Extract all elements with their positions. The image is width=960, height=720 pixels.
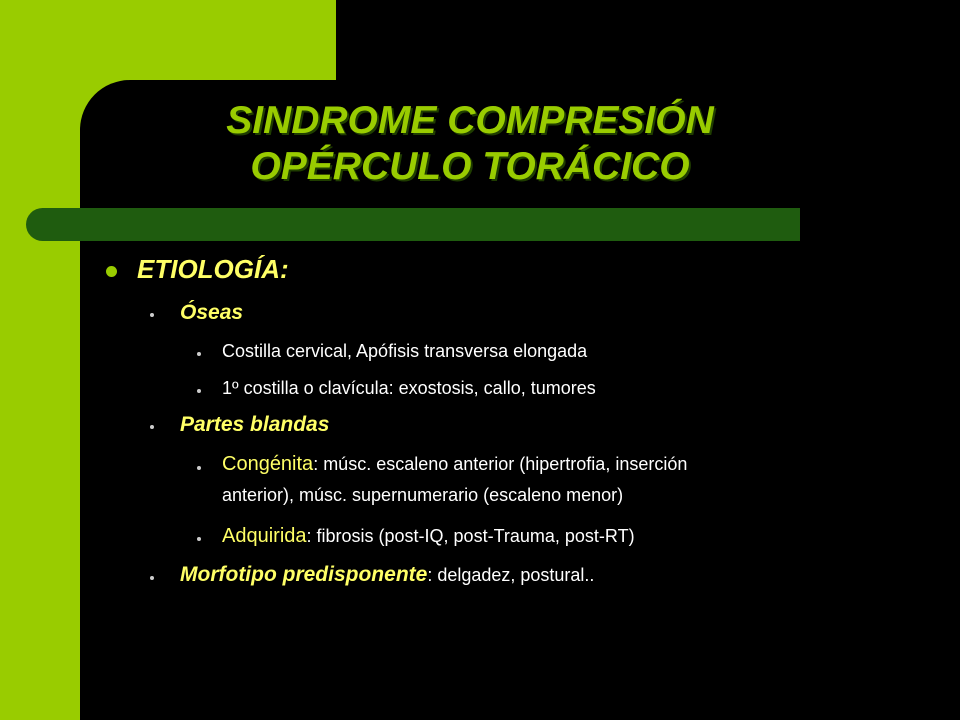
title-underline-bar <box>26 208 800 241</box>
category-partes-blandas: Partes blandas <box>180 413 330 436</box>
left-accent-band <box>0 0 80 720</box>
congenita-text: : músc. escaleno anterior (hipertrofia, inserción <box>313 454 688 474</box>
heading-etiologia: ETIOLOGÍA: <box>137 254 289 284</box>
bullet-icon <box>150 425 154 429</box>
list-item-adquirida <box>222 525 635 548</box>
category-oseas: Óseas <box>180 301 244 324</box>
bullet-icon <box>197 352 201 356</box>
bullet-icon <box>197 466 201 470</box>
bullet-icon <box>197 389 201 393</box>
title-line-1: SINDROME COMPRESIÓN <box>226 99 714 142</box>
bullet-icon <box>197 537 201 541</box>
morfotipo-label: Morfotipo predisponente <box>180 563 428 586</box>
morfotipo-text: : delgadez, postural.. <box>427 565 595 585</box>
list-item-congenita-continued: anterior), músc. supernumerario (escaleno menor) <box>222 485 624 505</box>
adquirida-label: Adquirida <box>222 525 307 547</box>
category-morfotipo <box>180 563 594 587</box>
heading-bullet-icon <box>106 266 117 277</box>
list-item-congenita <box>222 453 687 476</box>
slide-title <box>150 98 790 190</box>
list-item: 1º costilla o clavícula: exostosis, callo, tumores <box>222 378 596 398</box>
congenita-label: Congénita <box>222 453 314 475</box>
adquirida-text: : fibrosis (post-IQ, post-Trauma, post-RT) <box>306 526 635 546</box>
bullet-icon <box>150 313 154 317</box>
title-line-2: OPÉRCULO TORÁCICO <box>250 145 690 188</box>
top-accent-band <box>0 0 336 80</box>
list-item: Costilla cervical, Apófisis transversa elongada <box>222 341 588 361</box>
bullet-icon <box>150 576 154 580</box>
